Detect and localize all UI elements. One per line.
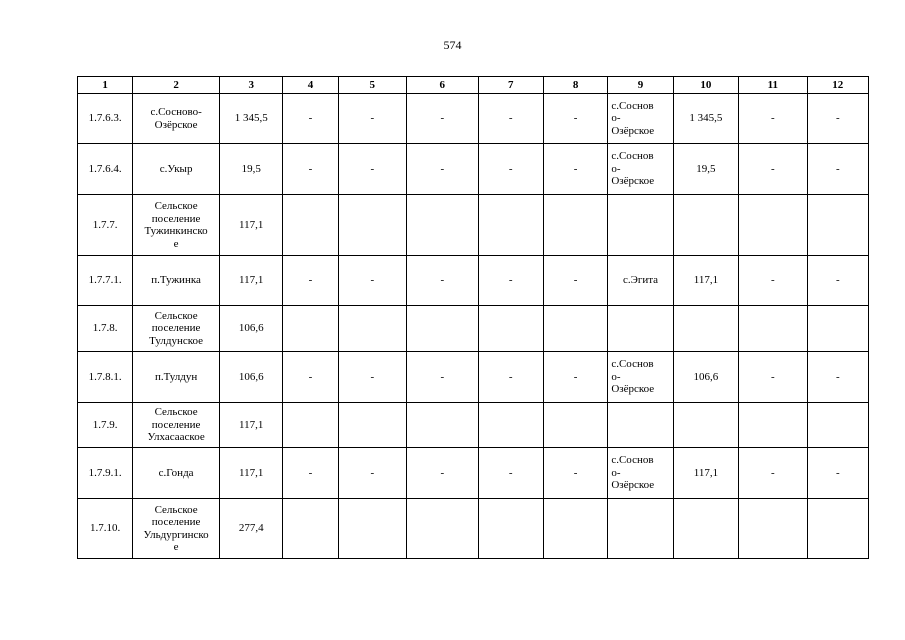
table-cell [283, 195, 338, 256]
table-cell: - [739, 256, 807, 306]
table-cell: - [543, 256, 607, 306]
table-cell: 1.7.7.1. [78, 256, 133, 306]
table-cell: - [543, 94, 607, 144]
table-cell [608, 403, 673, 448]
table-cell [608, 195, 673, 256]
table-cell: - [807, 448, 868, 499]
table-row [78, 306, 869, 352]
table-row [78, 352, 869, 403]
table-cell [739, 306, 807, 352]
table-cell: 1.7.8. [78, 306, 133, 352]
table-cell: - [478, 352, 543, 403]
table-cell: - [338, 256, 406, 306]
table-cell [739, 403, 807, 448]
table-cell [338, 195, 406, 256]
table-cell [338, 306, 406, 352]
table-cell [543, 403, 607, 448]
table-cell: 1.7.9. [78, 403, 133, 448]
table-cell: с.Соснов о- Озёрское [608, 144, 673, 195]
table-cell: - [407, 448, 479, 499]
table-cell: - [338, 94, 406, 144]
table-cell: 117,1 [220, 403, 283, 448]
table-cell [407, 195, 479, 256]
table-cell: 1.7.9.1. [78, 448, 133, 499]
table-cell: 277,4 [220, 499, 283, 559]
column-header-7: 7 [478, 77, 543, 94]
table-cell [283, 403, 338, 448]
table-cell: 19,5 [220, 144, 283, 195]
table-cell [338, 403, 406, 448]
table-cell: - [407, 94, 479, 144]
table-cell: 1.7.7. [78, 195, 133, 256]
table-cell [807, 306, 868, 352]
column-header-1: 1 [78, 77, 133, 94]
table-cell: - [338, 352, 406, 403]
table-cell [338, 499, 406, 559]
table-cell [407, 306, 479, 352]
column-header-3: 3 [220, 77, 283, 94]
table-cell: - [543, 352, 607, 403]
column-header-10: 10 [673, 77, 738, 94]
table-cell: 117,1 [673, 448, 738, 499]
table-cell [478, 499, 543, 559]
table-cell: - [283, 448, 338, 499]
table-cell: - [543, 448, 607, 499]
table-cell: 117,1 [220, 448, 283, 499]
table-cell: 1.7.6.3. [78, 94, 133, 144]
table-cell [543, 499, 607, 559]
table-cell: - [807, 144, 868, 195]
table-cell: с.Соснов о- Озёрское [608, 448, 673, 499]
table-cell: - [543, 144, 607, 195]
table-cell: п.Тужинка [133, 256, 220, 306]
table-row [78, 195, 869, 256]
table-cell [407, 403, 479, 448]
table-cell: Сельское поселение Тужинкинско е [133, 195, 220, 256]
table-cell: - [478, 94, 543, 144]
table-cell: с.Соснов о- Озёрское [608, 352, 673, 403]
page-number: 574 [443, 38, 462, 52]
table-cell: - [283, 352, 338, 403]
table-cell: с.Соснов о- Озёрское [608, 94, 673, 144]
table-cell [807, 195, 868, 256]
table-cell: 117,1 [673, 256, 738, 306]
table-cell: 1.7.10. [78, 499, 133, 559]
table-row [78, 403, 869, 448]
table-cell: с.Сосново-Озёрское [133, 94, 220, 144]
table-cell [283, 499, 338, 559]
table-cell: 19,5 [673, 144, 738, 195]
column-header-5: 5 [338, 77, 406, 94]
table-row [78, 94, 869, 144]
table-cell: Сельское поселение Ульдургинско е [133, 499, 220, 559]
table-cell [543, 306, 607, 352]
table-cell: с.Гонда [133, 448, 220, 499]
table-cell [673, 403, 738, 448]
table-cell: - [283, 256, 338, 306]
table-cell: 117,1 [220, 256, 283, 306]
table-cell [673, 499, 738, 559]
column-header-12: 12 [807, 77, 868, 94]
table-cell: - [478, 144, 543, 195]
table-cell: 106,6 [220, 306, 283, 352]
table-cell: 106,6 [220, 352, 283, 403]
table-cell [807, 499, 868, 559]
table-row [78, 256, 869, 306]
table-cell [478, 306, 543, 352]
table-cell: - [739, 144, 807, 195]
table-cell: с.Укыр [133, 144, 220, 195]
table-row [78, 144, 869, 195]
table-cell: 106,6 [673, 352, 738, 403]
table-cell [673, 195, 738, 256]
table-row [78, 499, 869, 559]
table-cell: - [407, 256, 479, 306]
table-cell: - [739, 448, 807, 499]
table-cell: 1.7.6.4. [78, 144, 133, 195]
table-cell [608, 499, 673, 559]
table-cell: 1 345,5 [220, 94, 283, 144]
table-cell [543, 195, 607, 256]
header-row [78, 77, 869, 94]
table-cell [807, 403, 868, 448]
table-cell: с.Эгита [608, 256, 673, 306]
table-cell: п.Тулдун [133, 352, 220, 403]
table-cell [478, 195, 543, 256]
column-header-6: 6 [407, 77, 479, 94]
table-cell [739, 195, 807, 256]
table-cell: 117,1 [220, 195, 283, 256]
table-cell [739, 499, 807, 559]
table-cell [608, 306, 673, 352]
table-cell: - [338, 448, 406, 499]
table-cell [673, 306, 738, 352]
table-cell: - [807, 256, 868, 306]
column-header-4: 4 [283, 77, 338, 94]
column-header-9: 9 [608, 77, 673, 94]
table-cell: - [807, 352, 868, 403]
table-cell: - [478, 448, 543, 499]
table-cell: Сельское поселение Улхасаaское [133, 403, 220, 448]
table-cell: - [407, 352, 479, 403]
table-cell: - [478, 256, 543, 306]
table-cell: - [283, 94, 338, 144]
table-cell [283, 306, 338, 352]
table-row [78, 448, 869, 499]
table-cell: - [407, 144, 479, 195]
table-cell [478, 403, 543, 448]
table-cell: - [807, 94, 868, 144]
column-header-11: 11 [739, 77, 807, 94]
table-cell: Сельское поселение Тулдунское [133, 306, 220, 352]
table-cell [407, 499, 479, 559]
column-header-8: 8 [543, 77, 607, 94]
data-table [77, 76, 869, 559]
column-header-2: 2 [133, 77, 220, 94]
table-cell: - [338, 144, 406, 195]
table-cell: - [283, 144, 338, 195]
table-cell: - [739, 94, 807, 144]
table-cell: 1.7.8.1. [78, 352, 133, 403]
table-cell: 1 345,5 [673, 94, 738, 144]
table-cell: - [739, 352, 807, 403]
